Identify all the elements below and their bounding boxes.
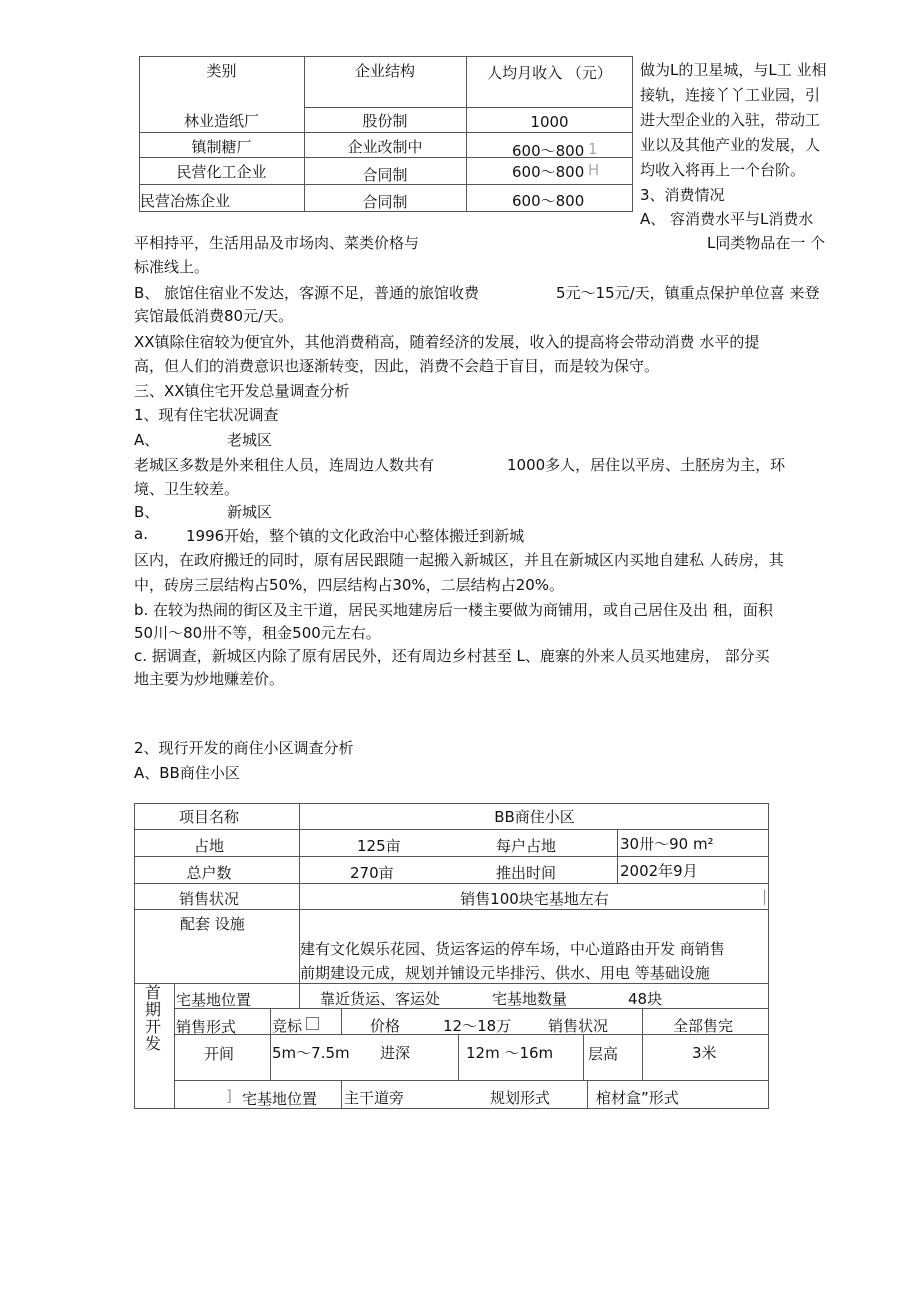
item-title: 老城区 xyxy=(227,431,273,449)
header-structure: 企业结构 xyxy=(354,62,415,80)
table-divider xyxy=(583,1034,584,1080)
table-divider xyxy=(617,829,618,883)
value-sale-form: 竞标 xyxy=(272,1017,303,1035)
item-label: A、 xyxy=(134,431,160,449)
table-divider xyxy=(304,107,633,108)
paragraph-text: 平相持平，生活用品及市场肉、菜类价格与 xyxy=(134,234,420,252)
side-text: 业以及其他产业的发展，人 xyxy=(640,136,821,154)
paragraph-text: L同类物品在一 个 xyxy=(707,234,826,252)
table-cell: 合同制 xyxy=(362,193,408,211)
value-price: 12～18万 xyxy=(443,1017,512,1035)
header-category: 类别 xyxy=(206,62,237,80)
table-cell: 民营冶炼企业 xyxy=(140,192,231,210)
paragraph-text: 1000多人，居住以平房、土胚房为主，环 xyxy=(507,456,786,474)
value-plot-count: 48块 xyxy=(628,990,663,1008)
table-cell: 600～800 xyxy=(512,163,585,181)
side-text: 接轨，连接丫丫工业园，引 xyxy=(640,86,821,104)
paragraph-text: 宾馆最低消费80元/天。 xyxy=(134,307,294,325)
label-households: 总户数 xyxy=(186,864,232,882)
paragraph-text: 标准线上。 xyxy=(134,258,210,276)
table-divider xyxy=(341,1080,342,1109)
label-depth: 进深 xyxy=(380,1044,411,1062)
phase-label: 期 xyxy=(144,1000,161,1019)
value-bay-width: 5m～7.5m xyxy=(272,1044,350,1062)
side-text: 进大型企业的入驻，带动工 xyxy=(640,111,821,129)
side-text: 做为L的卫星城，与L工 业相 xyxy=(640,61,827,79)
item-title: 新城区 xyxy=(227,503,273,521)
table-mark: | xyxy=(762,887,768,905)
table-divider xyxy=(134,856,769,857)
table-divider xyxy=(134,829,769,830)
table-cell: 600～800 xyxy=(512,192,585,210)
section-heading: 2、现行开发的商住小区调查分析 xyxy=(134,739,354,757)
table-cell: 合同制 xyxy=(362,166,408,184)
value-plan-form: 棺材盒”形式 xyxy=(596,1089,679,1107)
table-cell: 1000 xyxy=(530,113,569,131)
label-per-plot: 每户占地 xyxy=(496,837,557,855)
paragraph-text: 老城区多数是外来租住人员，连周边人数共有 xyxy=(134,456,435,474)
table-divider xyxy=(134,909,769,910)
paragraph-text: 境、卫生较差。 xyxy=(134,480,240,498)
value-project-name: BB商住小区 xyxy=(494,808,575,826)
section-heading: 1、现有住宅状况调查 xyxy=(134,406,279,424)
paragraph-text: 50川～80卅不等，租金500元左右。 xyxy=(134,624,381,642)
label-bay-width: 开间 xyxy=(204,1045,235,1063)
table-divider xyxy=(174,1080,769,1081)
paragraph-text: 高，但人们的消费意识也逐渐转变，因此，消费不会趋于盲目，而是较为保守。 xyxy=(134,357,660,375)
table-mark: 1 xyxy=(588,140,598,158)
section-heading: 三、XX镇住宅开发总量调查分析 xyxy=(134,382,350,400)
section-heading: 3、消费情况 xyxy=(640,186,725,204)
table-divider xyxy=(299,983,300,1008)
table-divider xyxy=(587,1080,588,1109)
value-depth: 12m ～16m xyxy=(466,1044,554,1062)
side-text: A、 容消费水平与L消费水 xyxy=(640,210,814,228)
table-cell: 林业造纸厂 xyxy=(183,112,259,130)
label-plot-count: 宅基地数量 xyxy=(492,990,568,1008)
table-mark: H xyxy=(588,161,600,179)
phase-label: 发 xyxy=(144,1034,161,1053)
paragraph-text: 区内，在政府搬迁的同时，原有居民跟随一起搬入新城区，并且在新城区内买地自建私 人砖房，其 xyxy=(134,551,784,569)
label-sale-status: 销售状况 xyxy=(548,1017,609,1035)
paragraph-text: b. 在较为热闹的街区及主干道，居民买地建房后一楼主要做为商铺用，或自己居住及出 租，面积 xyxy=(134,601,773,619)
value-launch: 2002年9月 xyxy=(620,862,698,880)
value-facilities: 前期建设元成，规划并铺设元毕排污、供水、用电 等基础设施 xyxy=(300,964,710,982)
table-divider xyxy=(174,983,175,1109)
table-cell: 民营化工企业 xyxy=(176,163,267,181)
paragraph-text: XX镇除住宿较为便宜外，其他消费稍高，随着经济的发展，收入的提高将会带动消费 水平的提 xyxy=(134,333,760,351)
header-income: 人均月收入 （元） xyxy=(487,64,612,82)
phase-label: 开 xyxy=(144,1017,161,1036)
table-divider xyxy=(139,132,633,133)
value-facilities: 建有文化娱乐花园、货运客运的停车场，中心道路由开发 商销售 xyxy=(300,940,725,958)
table-divider xyxy=(270,1008,271,1080)
table-cell: 企业改制中 xyxy=(347,138,423,156)
value-site: 主干道旁 xyxy=(344,1089,405,1107)
table-divider xyxy=(174,1008,769,1009)
value-floor-height: 3米 xyxy=(692,1044,717,1062)
label-sales: 销售状况 xyxy=(178,890,239,908)
section-heading: A、BB商住小区 xyxy=(134,764,240,782)
value-households: 270亩 xyxy=(350,864,394,882)
side-text: 均收入将再上一个台阶。 xyxy=(640,161,806,179)
paragraph-text: 地主要为炒地赚差价。 xyxy=(134,670,285,688)
table-divider xyxy=(642,1008,643,1080)
checkbox-icon xyxy=(306,1017,319,1030)
label-sale-form: 销售形式 xyxy=(176,1018,237,1036)
item-label: B、 xyxy=(134,503,160,521)
label-floor-height: 层高 xyxy=(588,1045,619,1063)
label-site: 宅基地位置 xyxy=(176,991,252,1009)
table-cell: 600～800 xyxy=(512,142,585,160)
table-divider xyxy=(134,983,769,984)
label-plan-form: 规划形式 xyxy=(490,1089,551,1107)
paragraph-text: 5元～15元/天，镇重点保护单位喜 来登 xyxy=(556,284,820,302)
label-price: 价格 xyxy=(370,1017,401,1035)
table-mark: ] xyxy=(226,1087,232,1105)
table-cell: 镇制糖厂 xyxy=(191,138,252,156)
value-area: 125亩 xyxy=(357,837,401,855)
value-sale-status: 全部售完 xyxy=(673,1017,734,1035)
table-divider xyxy=(134,883,769,884)
paragraph-text: 1996开始，整个镇的文化政治中心整体搬迁到新城 xyxy=(186,527,525,545)
paragraph-text: 中，砖房三层结构占50%，四层结构占30%，二层结构占20%。 xyxy=(134,576,565,594)
paragraph-text: B、 旅馆住宿业不发达，客源不足，普通的旅馆收费 xyxy=(134,284,480,302)
table-divider xyxy=(341,1008,342,1034)
label-site: 宅基地位置 xyxy=(242,1090,318,1108)
label-project-name: 项目名称 xyxy=(178,808,239,826)
phase-label: 首 xyxy=(144,983,161,1002)
table-cell: 股份制 xyxy=(362,112,408,130)
item-label: a. xyxy=(134,525,148,543)
table-divider xyxy=(458,1034,459,1080)
paragraph-text: c. 据调查，新城区内除了原有居民外，还有周边乡村甚至 L、鹿寨的外来人员买地建房， 部分买 xyxy=(134,647,770,665)
value-per-plot: 30卅～90 m² xyxy=(620,835,714,853)
label-area: 占地 xyxy=(193,837,224,855)
value-sales: 销售100块宅基地左右 xyxy=(460,890,609,908)
label-facilities: 配套 设施 xyxy=(180,915,245,933)
label-launch: 推出时间 xyxy=(496,864,557,882)
value-site: 靠近货运、客运处 xyxy=(320,990,441,1008)
